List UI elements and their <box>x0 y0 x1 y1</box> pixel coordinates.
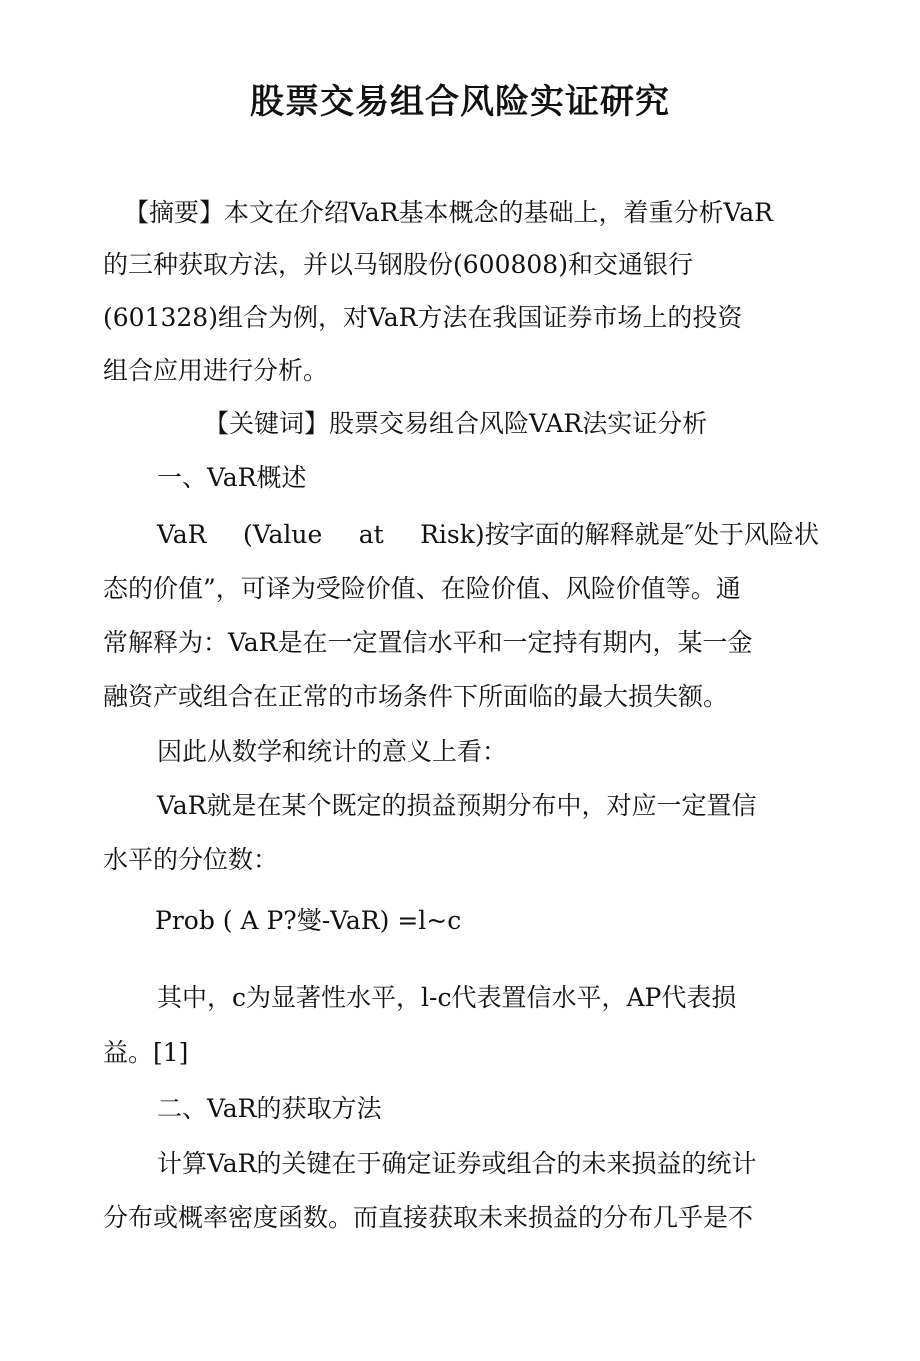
abstract-line-4: 组合应用进行分析。 <box>103 356 329 385</box>
formula: Prob ( A P?燮-VaR) =l~c <box>155 906 462 935</box>
paragraph-5-line-1: 计算VaR的关键在于确定证券或组合的未来损益的统计 <box>157 1149 757 1178</box>
paragraph-1-word: VaR <box>157 520 207 549</box>
document-title: 股票交易组合风险实证研究 <box>250 82 670 122</box>
paragraph-1-word: at <box>358 520 384 549</box>
paragraph-1-line-4: 融资产或组合在正常的市场条件下所面临的最大损失额。 <box>103 682 729 711</box>
abstract-line-3: (601328)组合为例，对VaR方法在我国证券市场上的投资 <box>103 303 743 332</box>
keywords-line: 【关键词】股票交易组合风险VAR法实证分析 <box>204 409 708 438</box>
paragraph-5-line-2: 分布或概率密度函数。而直接获取未来损益的分布几乎是不 <box>103 1203 754 1232</box>
paragraph-3-line-2: 水平的分位数： <box>103 845 279 874</box>
paragraph-1-word: (Value <box>242 520 323 549</box>
paragraph-1-line-1 <box>157 518 819 552</box>
paragraph-1-word: Risk)按字面的解释就是″处于风险状 <box>420 520 819 549</box>
abstract-line-2: 的三种获取方法，并以马钢股份(600808)和交通银行 <box>103 250 693 279</box>
paragraph-1-line-3: 常解释为：VaR是在一定置信水平和一定持有期内，某一金 <box>103 628 753 657</box>
paragraph-1-line-2: 态的价值”，可译为受险价值、在险价值、风险价值等。通 <box>103 574 741 603</box>
paragraph-3-line-1: VaR就是在某个既定的损益预期分布中，对应一定置信 <box>157 791 757 820</box>
paragraph-2: 因此从数学和统计的意义上看： <box>157 737 508 766</box>
section-heading-1: 一、VaR概述 <box>157 463 307 492</box>
paragraph-4-line-2: 益。[1] <box>103 1038 189 1067</box>
abstract-line-1: 【摘要】本文在介绍VaR基本概念的基础上，着重分析VaR <box>124 198 773 227</box>
section-heading-2: 二、VaR的获取方法 <box>157 1094 382 1123</box>
paragraph-4-line-1: 其中，c为显著性水平，l-c代表置信水平，AP代表损 <box>157 983 737 1012</box>
